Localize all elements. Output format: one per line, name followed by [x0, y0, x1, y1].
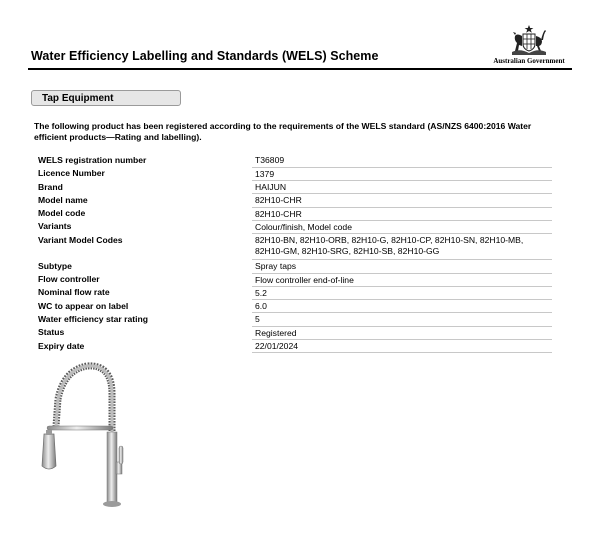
government-logo	[486, 24, 572, 68]
header-divider	[28, 68, 572, 70]
registration-statement: The following product has been registered according to the requirements of the WELS standard (AS/NZS 6400:2016 Water efficient products—Rating and labelling).	[34, 121, 532, 142]
detail-value: 82H10-CHR	[252, 194, 552, 207]
spray-tap-image	[32, 354, 138, 512]
detail-row	[38, 300, 552, 313]
product-photo	[32, 354, 138, 512]
government-name: Australian Government	[493, 57, 565, 65]
detail-label: Variant Model Codes	[38, 234, 123, 245]
detail-row	[38, 220, 552, 233]
detail-value: 5	[252, 313, 552, 326]
detail-value: T36809	[252, 154, 552, 167]
registration-details-table	[38, 154, 552, 353]
detail-label: Brand	[38, 181, 63, 192]
detail-value: Colour/finish, Model code	[252, 220, 552, 233]
detail-label: Variants	[38, 221, 72, 232]
detail-value: 22/01/2024	[252, 340, 552, 353]
detail-value: 5.2	[252, 286, 552, 299]
detail-value: Spray taps	[252, 260, 552, 273]
detail-value: 1379	[252, 167, 552, 180]
coat-of-arms-icon	[506, 24, 552, 56]
detail-label: Expiry date	[38, 340, 85, 351]
detail-row	[38, 313, 552, 326]
detail-value: 6.0	[252, 300, 552, 313]
detail-row	[38, 207, 552, 220]
detail-row	[38, 167, 552, 180]
detail-label: Water efficiency star rating	[38, 313, 149, 324]
section-title: Tap Equipment	[31, 90, 181, 106]
detail-label: Flow controller	[38, 274, 100, 285]
detail-row	[38, 286, 552, 299]
detail-label: Licence Number	[38, 168, 105, 179]
detail-label: Status	[38, 327, 65, 338]
detail-label: Subtype	[38, 260, 72, 271]
detail-row	[38, 273, 552, 286]
detail-row	[38, 340, 552, 353]
detail-value: Flow controller end-of-line	[252, 273, 552, 286]
detail-row	[38, 154, 552, 167]
detail-label: WELS registration number	[38, 155, 147, 165]
detail-label: Model code	[38, 208, 86, 219]
detail-label: WC to appear on label	[38, 300, 129, 311]
detail-value: Registered	[252, 326, 552, 339]
detail-value: 82H10-BN, 82H10-ORB, 82H10-G, 82H10-CP, 82H10-SN, 82H10-MB, 82H10-GM, 82H10-SRG, 82H10-SB, 82H10-GG	[252, 234, 552, 260]
page-title: Water Efficiency Labelling and Standards (WELS) Scheme	[31, 49, 379, 63]
detail-value: 82H10-CHR	[252, 207, 552, 220]
detail-value: HAIJUN	[252, 181, 552, 194]
detail-row	[38, 260, 552, 273]
detail-row	[38, 181, 552, 194]
detail-row	[38, 234, 552, 260]
detail-row	[38, 326, 552, 339]
detail-label: Model name	[38, 194, 88, 205]
detail-row	[38, 194, 552, 207]
detail-label: Nominal flow rate	[38, 287, 110, 298]
